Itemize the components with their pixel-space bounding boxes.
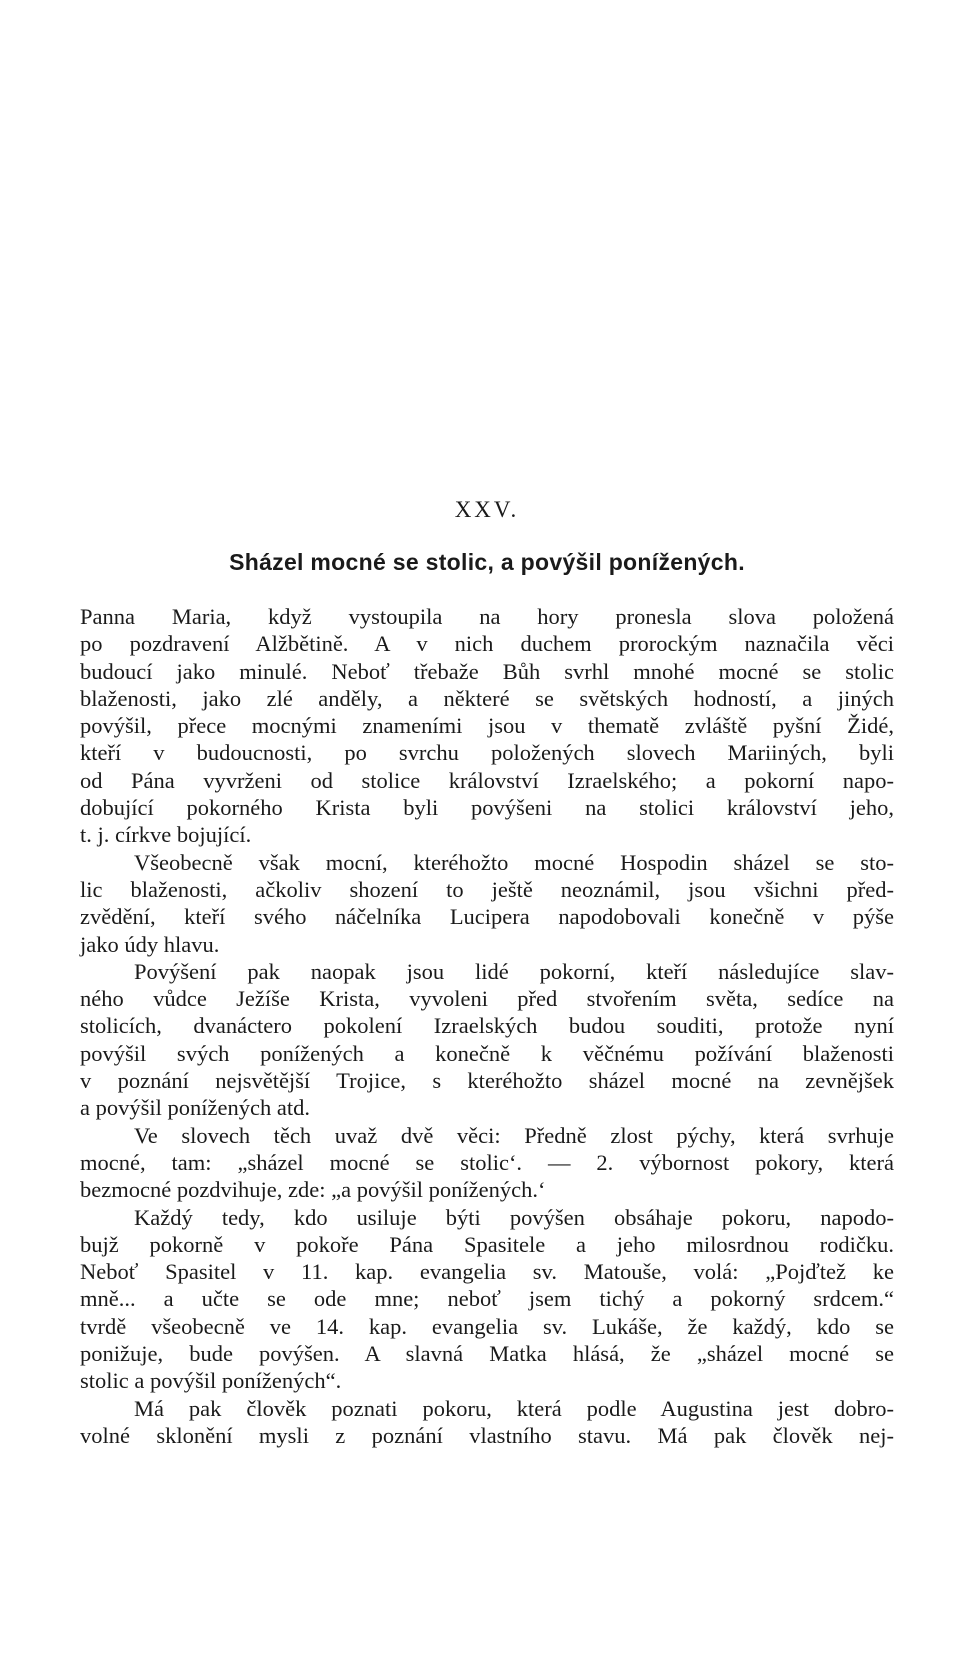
text-line: povýšil, přece mocnými znameními jsou v thematě zvláště pyšní Židé, [80,713,894,739]
text-line: volné sklonění mysli z poznání vlastního stavu. Má pak člověk nej- [80,1422,894,1448]
paragraph [80,1395,894,1450]
text-line: stolicích, dvanáctero pokolení Izraelských budou souditi, protože nyní [80,1013,894,1039]
text-line: Neboť Spasitel v 11. kap. evangelia sv. Matouše, volá: „Pojďtež ke [80,1259,894,1285]
text-line: od Pána vyvrženi od stolice království Izraelského; a pokorní napo- [80,767,894,793]
text-line: stolic a povýšil ponížených“. [80,1368,342,1394]
text-line: a povýšil ponížených atd. [80,1095,310,1121]
text-line: v poznání nejsvětější Trojice, s kteréhožto sházel mocné na zevnějšek [80,1068,894,1094]
text-line: blaženosti, jako zlé anděly, a některé se světských hodností, a jiných [80,685,894,711]
text-line: lic blaženosti, ačkoliv shození to ještě neoznámil, jsou všichni před- [80,876,894,902]
text-line: ného vůdce Ježíše Krista, vyvoleni před stvořením světa, sedíce na [80,986,894,1012]
text-line: Má pak člověk poznati pokoru, která podle Augustina jest dobro- [134,1395,894,1421]
text-line: ponižuje, bude povýšen. A slavná Matka hlásá, že „sházel mocné se [80,1341,894,1367]
text-line: Povýšení pak naopak jsou lidé pokorní, kteří následujíce slav- [134,958,894,984]
paragraph [80,849,894,958]
text-line: Každý tedy, kdo usiluje býti povýšen obsáhaje pokoru, napodo- [134,1204,894,1230]
chapter-title: Sházel mocné se stolic, a povýšil ponížených. [229,549,745,575]
text-line: bujž pokorně v pokoře Pána Spasitele a jeho milosrdnou rodičku. [80,1231,894,1257]
text-line: Ve slovech těch uvaž dvě věci: Předně zlost pýchy, která svrhuje [134,1122,894,1148]
text-line: budoucí jako minulé. Neboť třebaže Bůh svrhl mnohé mocné se stolic [80,658,894,684]
paragraph [80,1204,894,1395]
text-line: t. j. církve bojující. [80,822,252,848]
chapter-number: XXV. [454,497,520,522]
paragraph [80,603,894,849]
text-line: bezmocné pozdvihuje, zde: „a povýšil ponížených.‘ [80,1177,546,1203]
text-line: tvrdě všeobecně ve 14. kap. evangelia sv. Lukáše, že každý, kdo se [80,1313,894,1339]
text-line: mocné, tam: „sházel mocné se stolic‘. — 2. výbornost pokory, která [80,1149,894,1175]
text-line: zvědění, kteří svého náčelníka Lucipera napodobovali konečně v pýše [80,904,894,930]
text-line: Panna Maria, když vystoupila na hory pronesla slova položená [80,604,894,629]
text-line: mně... a učte se ode mne; neboť jsem tichý a pokorný srdcem.“ [80,1286,894,1312]
text-line: Všeobecně však mocní, kteréhožto mocné Hospodin sházel se sto- [134,849,894,875]
text-line: povýšil svých ponížených a konečně k věčnému požívání blaženosti [80,1040,894,1066]
text-line: jako údy hlavu. [80,931,220,957]
paragraph [80,958,894,1122]
paragraph [80,1122,894,1204]
chapter-body [80,603,894,1449]
text-line: po pozdravení Alžbětině. A v nich duchem prorockým naznačila věci [80,631,894,657]
text-line: kteří v budoucnosti, po svrchu položených slovech Mariiných, byli [80,740,894,766]
text-line: dobující pokorného Krista byli povýšeni na stolici království jeho, [80,795,894,821]
